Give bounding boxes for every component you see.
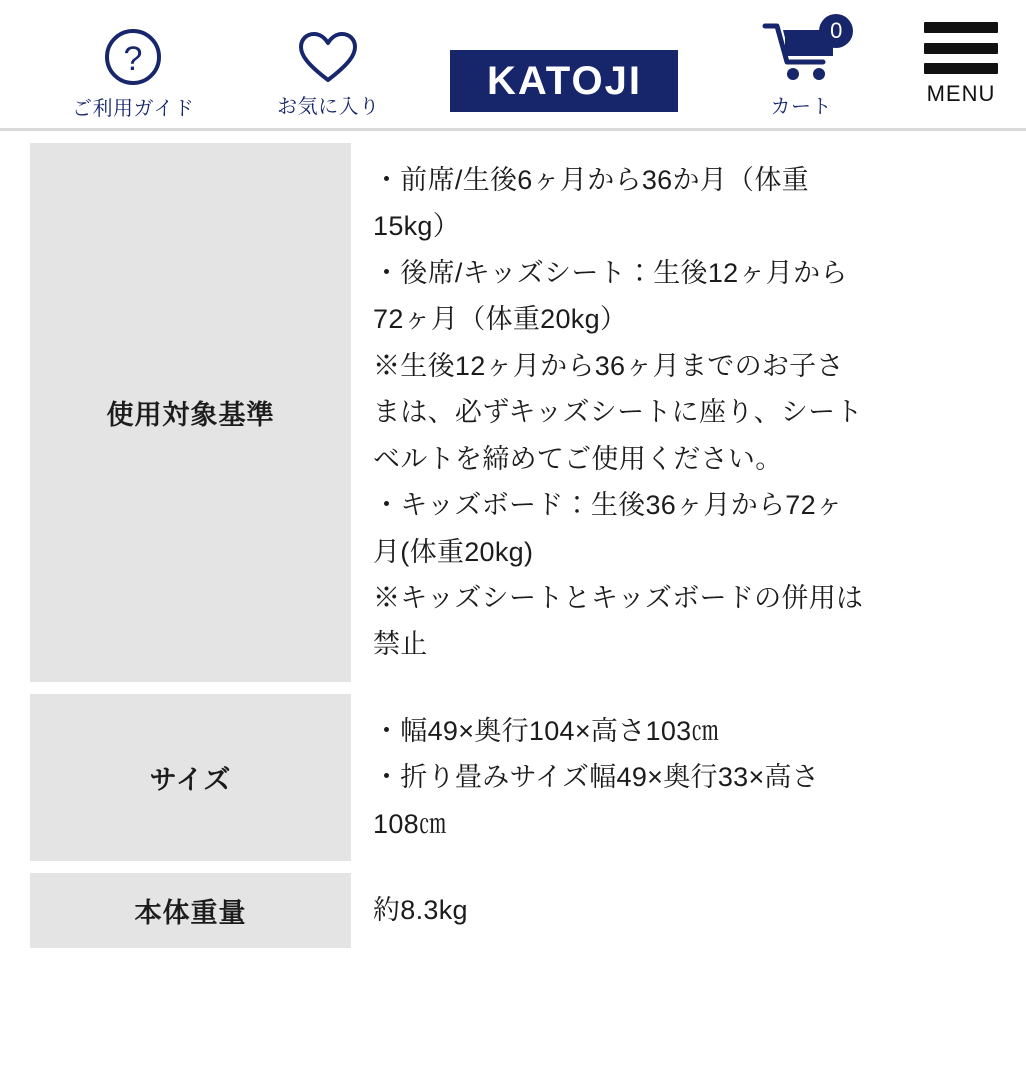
- table-row: [30, 694, 996, 861]
- row-label: サイズ: [30, 694, 351, 861]
- row-label: 本体重量: [30, 873, 351, 947]
- guide-link[interactable]: [72, 28, 194, 121]
- guide-label: ご利用ガイド: [72, 98, 195, 120]
- value-line: 108㎝: [373, 808, 447, 839]
- cart-count-badge: 0: [819, 14, 853, 48]
- table-row: [30, 873, 996, 947]
- spec-table: [30, 131, 996, 960]
- value-line: まは、必ずキッズシートに座り、シート: [373, 397, 863, 428]
- menu-button[interactable]: [924, 22, 998, 107]
- spec-table-wrapper: [0, 131, 1026, 960]
- row-label: 使用対象基準: [30, 143, 351, 682]
- heart-icon: [297, 30, 359, 84]
- hamburger-icon: [924, 22, 998, 74]
- row-value: [351, 143, 996, 682]
- logo-text: KATOJI: [486, 58, 642, 103]
- question-circle-icon: [104, 28, 162, 86]
- value-line: 72ヶ月（体重20kg）: [373, 304, 628, 335]
- value-line: ・折り畳みサイズ幅49×奥行33×高さ: [373, 762, 820, 793]
- value-line: ・前席/生後6ヶ月から36か月（体重: [373, 165, 809, 195]
- row-value: [351, 873, 996, 947]
- favorite-label: お気に入り: [277, 96, 380, 118]
- svg-text:?: ?: [123, 40, 143, 78]
- value-line: 月(体重20kg): [373, 536, 534, 567]
- value-line: 15kg）: [373, 211, 461, 242]
- cart-label: カート: [770, 96, 832, 118]
- cart-link[interactable]: [761, 20, 841, 119]
- site-header: [0, 0, 1026, 128]
- row-value: [351, 694, 996, 861]
- value-line: ベルトを締めてご使用ください。: [373, 443, 783, 474]
- header-inner: [18, 8, 1008, 121]
- value-line: ※生後12ヶ月から36ヶ月までのお子さ: [373, 350, 844, 381]
- table-row: [30, 143, 996, 682]
- value-line: ※キッズシートとキッズボードの併用は: [373, 582, 864, 613]
- value-line: 禁止: [373, 629, 428, 660]
- value-line: 約8.3kg: [373, 895, 468, 926]
- katoji-logo[interactable]: [450, 50, 678, 112]
- value-line: ・キッズボード：生後36ヶ月から72ヶ: [373, 490, 844, 521]
- spec-table-body: [30, 143, 996, 948]
- value-line: ・後席/キッズシート：生後12ヶ月から: [373, 257, 848, 288]
- menu-label: MENU: [926, 81, 996, 106]
- favorite-link[interactable]: [277, 30, 380, 119]
- value-line: ・幅49×奥行104×高さ103㎝: [373, 715, 719, 746]
